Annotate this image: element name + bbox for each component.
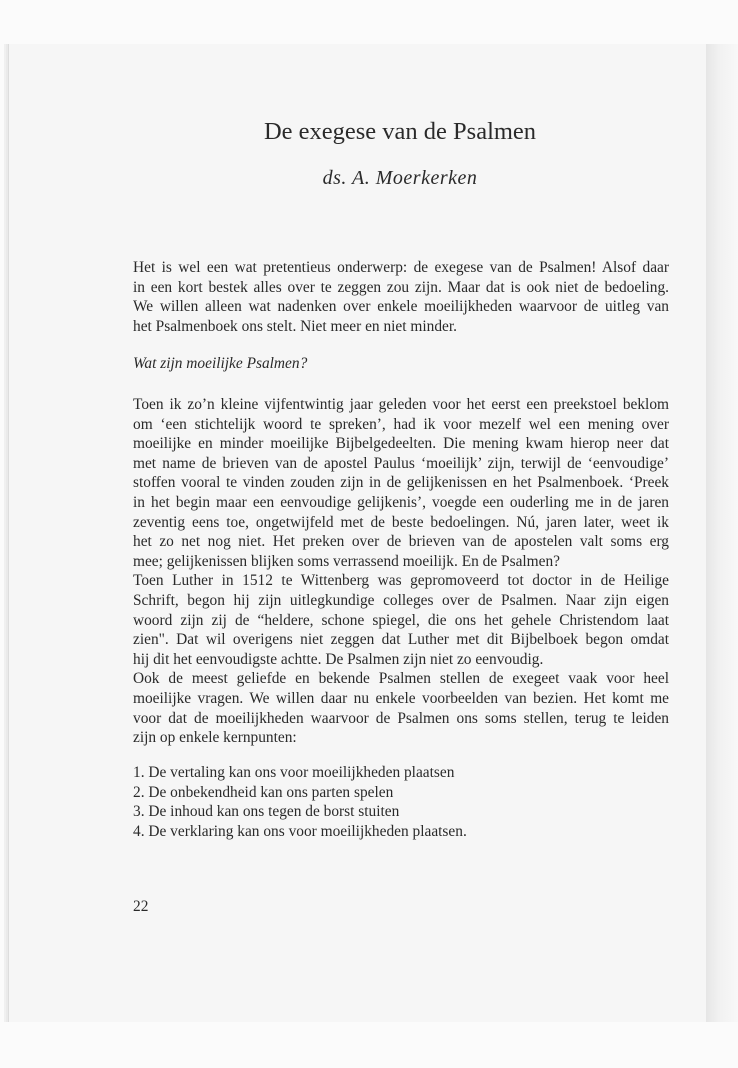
page-number: 22 — [133, 898, 149, 915]
text-line: Toen ik zo’n kleine vijfentwintig jaar geleden voor het eerst een preekstoel beklom — [133, 396, 669, 413]
text-line: woord zijn zij de “heldere, schone spiegel, die ons het gehele Christendom laat — [133, 611, 669, 629]
text-line: zien". Dat wil overigens niet zeggen dat Luther met dit Bijbelboek begon omdat — [133, 631, 669, 649]
body-paragraph — [133, 395, 669, 748]
text-line: zijn op enkele kernpunten: — [133, 729, 297, 747]
text-line: moeilijke vragen. We willen daar nu enkele voorbeelden van bezien. Het komt me — [133, 689, 669, 707]
text-line: stoffen vooral te vinden zouden zijn in de gelijkenissen en het Psalmenboek. ‘Preek — [133, 474, 669, 492]
intro-paragraph — [133, 258, 669, 336]
list-item: 2. De onbekendheid kan ons parten spelen — [133, 783, 394, 801]
list-item: 3. De inhoud kan ons tegen de borst stuiten — [133, 803, 400, 821]
text-line: met name de brieven van de apostel Paulus ‘moeilijk’ zijn, terwijl de ‘eenvoudige’ — [133, 454, 669, 472]
text-line: Het is wel een wat pretentieus onderwerp: de exegese van de Psalmen! Alsof daar — [133, 259, 669, 276]
text-line: Toen Luther in 1512 te Wittenberg was gepromoveerd tot doctor in de Heilige — [133, 572, 669, 590]
section-heading: Wat zijn moeilijke Psalmen? — [133, 355, 308, 372]
page-edge — [706, 44, 738, 1022]
text-line: moeilijke en minder moeilijke Bijbelgedeelten. Die mening kwam hierop neer dat — [133, 435, 669, 453]
article-author: ds. A. Moerkerken — [322, 167, 478, 189]
list-item: 1. De vertaling kan ons voor moeilijkheden plaatsen — [133, 764, 455, 781]
text-line: zeventig eens toe, ongetwijfeld met de beste bedoelingen. Nú, jaren later, weet ik — [133, 513, 669, 531]
text-line: Ook de meest geliefde en bekende Psalmen stellen de exegeet vaak voor heel — [133, 670, 669, 688]
text-line: in een kort bestek alles over te zeggen zou zijn. Maar dat is ook niet de bedoeling. — [133, 278, 669, 296]
text-line: voor dat de moeilijkheden waarvoor de Psalmen ons soms stellen, terug te leiden — [133, 709, 669, 727]
text-line: hij dit het eenvoudigste achtte. De Psalmen zijn niet zo eenvoudig. — [133, 650, 544, 668]
text-line: het zo net nog niet. Het preken over de brieven van de apostelen valt soms erg — [133, 533, 669, 551]
text-line: het Psalmenboek ons stelt. Niet meer en niet minder. — [133, 317, 457, 335]
text-line: mee; gelijkenissen blijken soms verrassend moeilijk. En de Psalmen? — [133, 552, 560, 570]
list-item: 4. De verklaring kan ons voor moeilijkheden plaatsen. — [133, 822, 467, 840]
text-line: om ‘een stichtelijk woord te spreken’, had ik voor mezelf wel een mening over — [133, 415, 669, 433]
text-line: in het begin maar een eenvoudige gelijkenis’, voegde een ouderling me in de jaren — [133, 493, 669, 511]
text-line: Schrift, begon hij zijn uitlegkundige colleges over de Psalmen. Naar zijn eigen — [133, 591, 669, 609]
article-title: De exegese van de Psalmen — [263, 118, 537, 145]
kernpunten-list — [133, 763, 467, 841]
text-line: We willen alleen wat nadenken over enkele moeilijkheden waarvoor de uitleg van — [133, 298, 669, 316]
